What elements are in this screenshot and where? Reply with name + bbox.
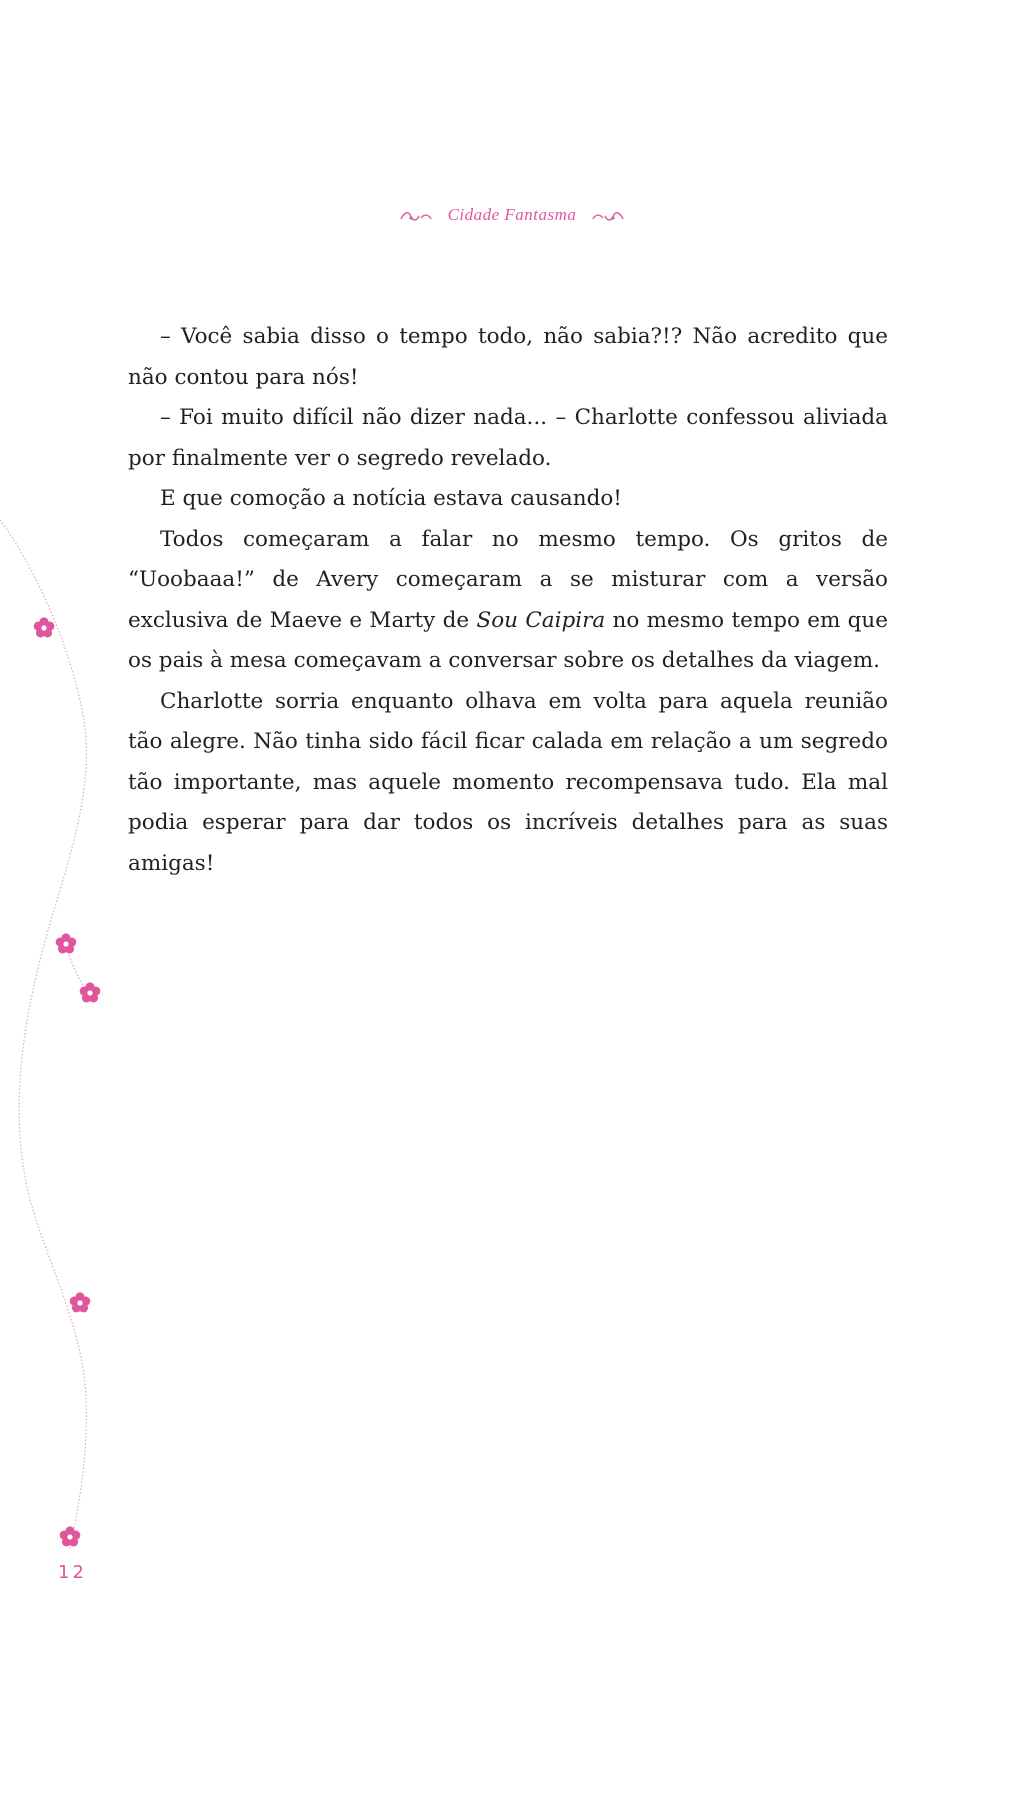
paragraph	[128, 520, 888, 682]
flower-icon	[70, 1292, 91, 1312]
flower-vine-decoration	[0, 0, 140, 1620]
flower-icon	[60, 1526, 81, 1546]
flourish-right-icon	[591, 209, 625, 223]
flower-icon	[56, 933, 77, 953]
running-title: Cidade Fantasma	[447, 205, 577, 224]
flourish-left-icon	[399, 209, 433, 223]
running-header	[0, 205, 1024, 225]
paragraph-text: no mesmo tempo em que os pais à mesa começavam a conversar sobre os detalhes da viagem.	[128, 607, 889, 673]
paragraph: E que comoção a notícia estava causando!	[160, 486, 622, 511]
flower-icon	[34, 617, 55, 637]
paragraph: – Você sabia disso o tempo todo, não sabia?!? Não acredito que não contou para nós!	[128, 324, 888, 390]
paragraph-text: Todos começaram a falar no mesmo tempo. Os gritos de “Uoobaaa!” de Avery começaram a se misturar com a versão exclusiva de Maeve e Marty de	[128, 526, 888, 633]
paragraph: – Foi muito difícil não dizer nada... – Charlotte confessou aliviada por finalmente ver o segredo revelado.	[128, 405, 888, 471]
body-text	[128, 317, 888, 884]
vine-stem	[0, 520, 86, 1548]
paragraph: Charlotte sorria enquanto olhava em volta para aquela reunião tão alegre. Não tinha sido fácil ficar calada em relação a um segredo tão importante, mas aquele momento recompensava tudo. Ela mal podia esperar para dar todos os incríveis detalhes para as suas amigas!	[128, 688, 888, 876]
song-title: Sou Caipira	[476, 607, 606, 633]
flower-icon	[80, 982, 101, 1002]
page-number: 12	[58, 1562, 87, 1583]
